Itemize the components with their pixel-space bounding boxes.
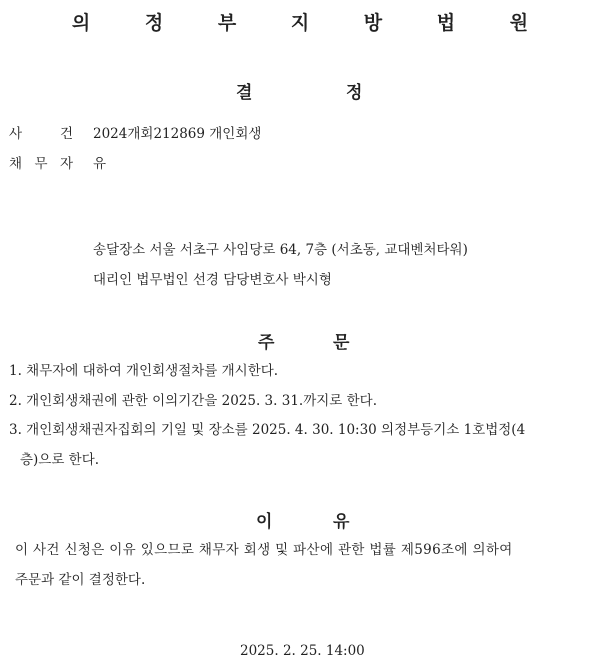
order-item: 3. 개인회생채권자집회의 기일 및 장소를 2025. 4. 30. 10:30 의정부등기소 1호법정(4	[9, 422, 526, 438]
reason-title-right: 유	[333, 512, 350, 532]
order-item: 2. 개인회생채권에 관한 이의기간을 2025. 3. 31.까지로 한다.	[9, 393, 377, 409]
reason-line: 주문과 같이 결정한다.	[15, 572, 146, 588]
order-item-continuation: 층)으로 한다.	[20, 452, 100, 468]
case-label	[9, 122, 73, 142]
case-label-char: 건	[59, 126, 73, 142]
court-name: 의 정 부 지 방 법 원	[71, 12, 553, 34]
case-number: 2024개회212869 개인회생	[93, 126, 262, 142]
debtor-label	[9, 152, 73, 172]
debtor-label-char: 무	[34, 156, 48, 172]
debtor-label-char: 채	[9, 156, 23, 172]
decision-date: 2025. 2. 25. 14:00	[240, 643, 365, 659]
debtor-name: 유	[93, 156, 107, 172]
case-label-char: 사	[9, 126, 23, 142]
decision-title-left: 결	[236, 83, 253, 103]
service-address: 송달장소 서울 서초구 사임당로 64, 7층 (서초동, 교대벤처타워)	[93, 242, 468, 258]
order-title-left: 주	[258, 333, 275, 353]
decision-title-right: 정	[346, 83, 363, 103]
order-item: 1. 채무자에 대하여 개인회생절차를 개시한다.	[9, 363, 279, 379]
order-title-right: 문	[333, 333, 350, 353]
reason-line: 이 사건 신청은 이유 있으므로 채무자 회생 및 파산에 관한 법률 제596조에 의하여	[15, 542, 513, 558]
debtor-label-char: 자	[59, 156, 73, 172]
service-agent: 대리인 법무법인 선경 담당변호사 박시형	[93, 272, 332, 288]
reason-title-left: 이	[256, 512, 273, 532]
